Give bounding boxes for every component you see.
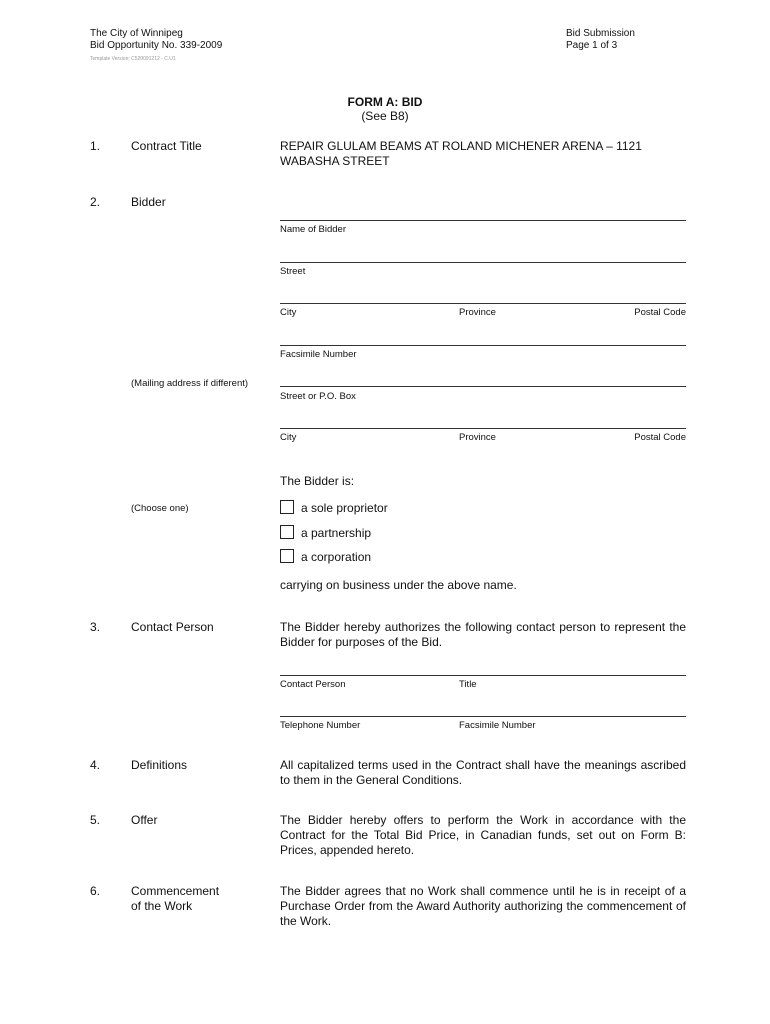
facsimile-caption-2: Facsimile Number [459,720,536,731]
province-caption: Province [459,307,496,318]
street-caption: Street [280,266,306,277]
name-of-bidder-line[interactable] [280,220,686,221]
telephone-caption: Telephone Number [280,720,361,731]
definitions-text: All capitalized terms used in the Contract shall have the meanings ascribed to them in the General Conditions. [280,758,686,787]
header-city: The City of Winnipeg [90,28,183,39]
contact-person-line[interactable] [280,675,686,676]
partnership-checkbox[interactable] [280,525,294,539]
header-page: Page 1 of 3 [566,40,618,51]
section-6-label-line1: Commencement [131,884,220,898]
header-submission: Bid Submission [566,28,635,39]
city-province-postal-line-2[interactable] [280,428,686,429]
name-of-bidder-caption: Name of Bidder [280,224,347,235]
section-3-number: 3. [90,620,101,634]
carrying-on-business-text: carrying on business under the above name. [280,578,517,592]
sole-proprietor-label: a sole proprietor [301,501,388,515]
city-caption-2: City [280,432,297,443]
contact-person-text: The Bidder hereby authorizes the following contact person to represent the Bidder for purposes of the Bid. [280,620,686,649]
section-2-number: 2. [90,195,101,209]
facsimile-line[interactable] [280,345,686,346]
telephone-line[interactable] [280,716,686,717]
corporation-label: a corporation [301,550,372,564]
section-4-number: 4. [90,758,101,772]
postal-code-caption-2: Postal Code [634,432,686,443]
section-6-number: 6. [90,884,101,898]
corporation-checkbox[interactable] [280,549,294,563]
bidder-is-heading: The Bidder is: [280,474,355,488]
province-caption-2: Province [459,432,496,443]
section-4-label: Definitions [131,758,188,772]
postal-code-caption: Postal Code [634,307,686,318]
section-6-label-line2: of the Work [131,899,193,913]
header-bid-opportunity: Bid Opportunity No. 339-2009 [90,40,223,51]
section-5-label: Offer [131,813,158,827]
sole-proprietor-checkbox[interactable] [280,500,294,514]
contract-title-line2: WABASHA STREET [280,154,390,168]
commencement-text: The Bidder agrees that no Work shall commence until he is in receipt of a Purchase Order from the Award Authority authorizing the commencement of the Work. [280,884,686,928]
partnership-label: a partnership [301,526,372,540]
section-2-label: Bidder [131,195,166,209]
city-province-postal-line[interactable] [280,303,686,304]
street-po-caption: Street or P.O. Box [280,391,356,402]
choose-one-note: (Choose one) [131,503,189,514]
city-caption: City [280,307,297,318]
mailing-address-note: (Mailing address if different) [131,378,249,389]
street-po-line[interactable] [280,386,686,387]
section-5-number: 5. [90,813,101,827]
form-subtitle: (See B8) [361,109,409,123]
contract-title-line1: REPAIR GLULAM BEAMS AT ROLAND MICHENER ARENA – 1121 [280,139,642,153]
section-3-label: Contact Person [131,620,214,634]
section-1-number: 1. [90,139,101,153]
contact-person-caption: Contact Person [280,679,346,690]
section-1-label: Contract Title [131,139,202,153]
street-line[interactable] [280,262,686,263]
form-title: FORM A: BID [347,95,423,109]
facsimile-caption: Facsimile Number [280,349,357,360]
title-caption: Title [459,679,477,690]
offer-text: The Bidder hereby offers to perform the Work in accordance with the Contract for the Total Bid Price, in Canadian funds, set out on Form B: Prices, appended hereto. [280,813,686,857]
header-template-version: Template Version: C520091212 - C.U1 [90,56,176,62]
